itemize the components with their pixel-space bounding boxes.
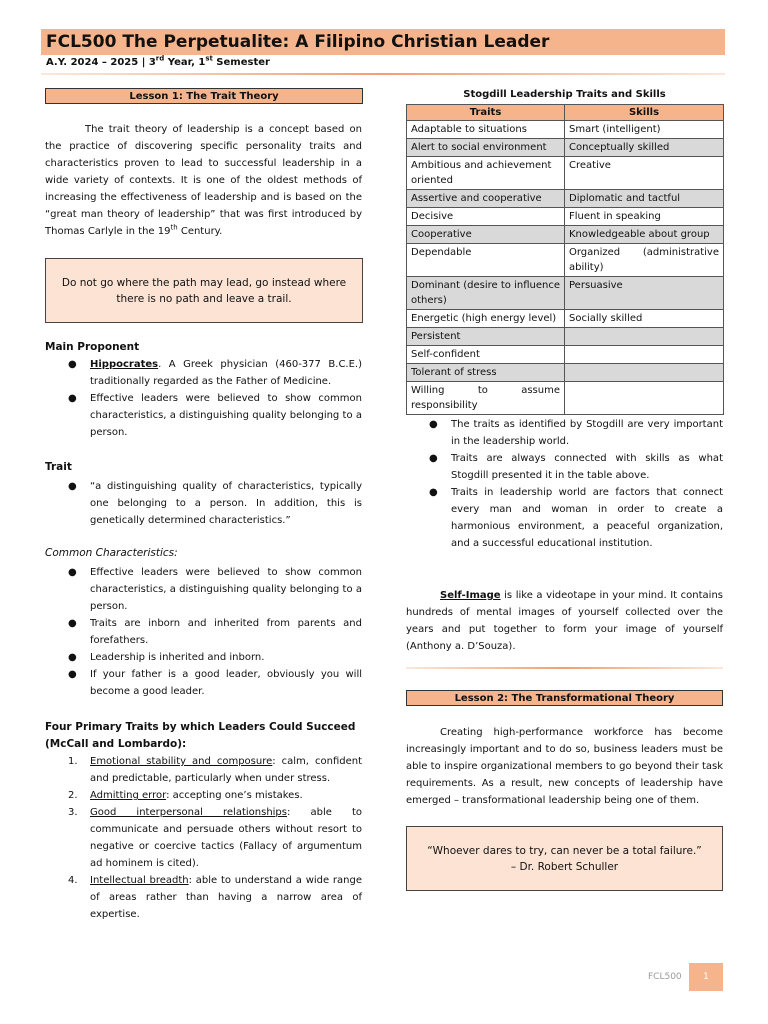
list-item: ● Hippocrates. A Greek physician (460-377 B.C.E.) traditionally regarded as the Father of Medicine. <box>68 359 362 387</box>
table-row: Ambitious and achievement oriented Creative <box>407 157 724 190</box>
table-row: Adaptable to situations Smart (intelligent) <box>407 121 724 139</box>
proponent-list <box>68 356 362 441</box>
lesson2-quote-box <box>406 826 723 891</box>
column-header-traits: Traits <box>407 105 565 121</box>
lesson2-quote-author: – Dr. Robert Schuller <box>510 860 619 873</box>
table-row: Energetic (high energy level) Socially skilled <box>407 310 724 328</box>
list-item: 1. Emotional stability and composure: calm, confident and predictable, particularly when under stress. <box>68 756 362 784</box>
table-row: Alert to social environment Conceptually skilled <box>407 139 724 157</box>
proponent-name: Hippocrates <box>90 359 159 370</box>
lesson1-quote: Do not go where the path may lead, go instead where there is no path and leave a trail. <box>61 276 347 305</box>
stogdill-table <box>406 104 724 415</box>
page-number: 1 <box>689 963 723 991</box>
document-title: FCL500 The Perpetualite: A Filipino Christian Leader <box>46 32 550 52</box>
list-item: ● The traits as identified by Stogdill are very important in the leadership world. <box>429 419 723 447</box>
lesson1-intro: The trait theory of leadership is a concept based on the practice of discovering specific personality traits and characteristics proven to lead to successful leadership in a wide variety of contexts. It is one of the oldest methods of increasing the effectiveness of leadership and is based on the “great man theory of leadership” that was first introduced by Thomas Carlyle in the 19th Century. <box>45 124 362 237</box>
list-item: ● Leadership is inherited and inborn. <box>68 652 265 663</box>
common-heading: Common Characteristics: <box>45 547 178 559</box>
lesson2-title: Lesson 2: The Transformational Theory <box>406 690 723 706</box>
four-traits-heading: Four Primary Traits by which Leaders Could Succeed (McCall and Lombardo): <box>45 721 356 750</box>
table-row: Dominant (desire to influence others) Persuasive <box>407 277 724 310</box>
list-item: ● Traits in leadership world are factors that connect every man and woman in order to create a harmonious environment, a peaceful organization, and a successful educational institution. <box>429 487 723 549</box>
table-row: Assertive and cooperative Diplomatic and tactful <box>407 190 724 208</box>
list-item: ● Effective leaders were believed to show common characteristics, a distinguishing quality belonging to a person. <box>68 393 362 438</box>
table-row: Persistent <box>407 328 724 346</box>
academic-year: A.Y. 2024 – 2025 | 3rd Year, 1st Semester <box>46 54 270 68</box>
lesson2-paragraph: Creating high-performance workforce has become increasingly important and to do so, business leaders must be able to inspire organizational members to go beyond their task requirements. As a result, new concepts of leadership have emerged – transformational leadership being one of them. <box>406 727 723 806</box>
list-item: ● Traits are inborn and inherited from parents and forefathers. <box>68 618 362 646</box>
table-row: Cooperative Knowledgeable about group <box>407 226 724 244</box>
self-image-term: Self-Image <box>440 590 501 601</box>
list-item: ● Traits are always connected with skills as what Stogdill presented it in the table above. <box>429 453 723 481</box>
list-item: ● “a distinguishing quality of characteristics, typically one belonging to a person. In addition, this is genetically determined characteristics.” <box>68 481 362 526</box>
list-item: 2. Admitting error: accepting one’s mistakes. <box>68 790 303 801</box>
header-divider <box>41 73 725 75</box>
table-row: Willing to assume responsibility <box>407 382 724 415</box>
list-item: ● If your father is a good leader, obviously you will become a good leader. <box>68 669 362 697</box>
lesson1-title: Lesson 1: The Trait Theory <box>45 88 363 104</box>
list-item: ● Effective leaders were believed to show common characteristics, a distinguishing quality belonging to a person. <box>68 567 362 612</box>
stogdill-table-title: Stogdill Leadership Traits and Skills <box>463 89 666 100</box>
table-row: Dependable Organized (administrative ability) <box>407 244 724 277</box>
table-row: Tolerant of stress <box>407 364 724 382</box>
list-item: 4. Intellectual breadth: able to understand a wide range of areas rather than having a narrow area of expertise. <box>68 875 362 920</box>
stogdill-bullets <box>429 416 723 552</box>
lesson1-quote-box <box>45 258 363 323</box>
lesson2-quote: “Whoever dares to try, can never be a total failure.” <box>427 844 702 857</box>
column-header-skills: Skills <box>565 105 724 121</box>
trait-list <box>68 478 362 529</box>
list-item: 3. Good interpersonal relationships: able to communicate and persuade others without resort to negative or coercive tactics (Fallacy of argumentum ad hominem is cited). <box>68 807 362 869</box>
table-row: Decisive Fluent in speaking <box>407 208 724 226</box>
proponent-heading: Main Proponent <box>45 341 140 353</box>
footer-course-label: FCL500 <box>648 972 682 982</box>
table-row: Self-confident <box>407 346 724 364</box>
trait-heading: Trait <box>45 461 72 473</box>
four-traits-list <box>68 753 362 923</box>
section-divider <box>406 667 723 669</box>
common-list <box>68 564 362 700</box>
self-image-paragraph: Self-Image is like a videotape in your mind. It contains hundreds of mental images of yourself collected over the years and put together to form your image of yourself (Anthony a. D’Souza). <box>406 590 723 652</box>
